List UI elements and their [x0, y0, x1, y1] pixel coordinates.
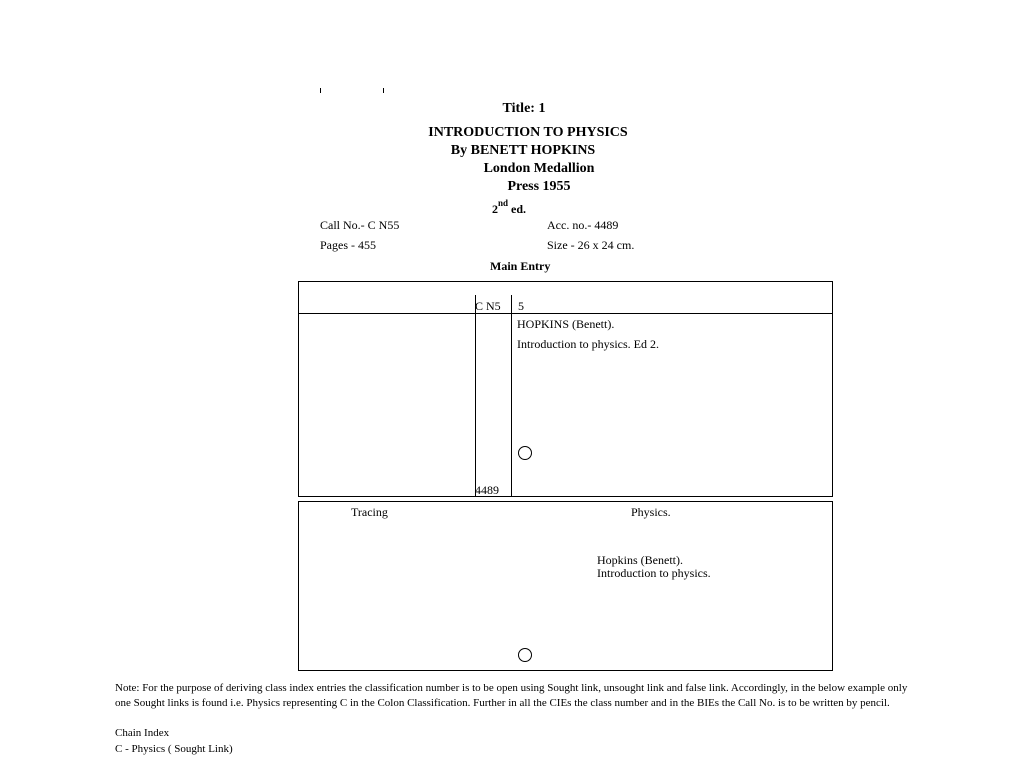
card-header-rule	[299, 313, 832, 314]
tracing-card	[298, 501, 833, 671]
main-heading: HOPKINS (Benett).	[517, 317, 615, 331]
tick-mark	[383, 88, 384, 93]
entry-title: Title: 1	[502, 101, 546, 116]
class-number: C N5	[475, 299, 501, 313]
tick-mark	[320, 88, 321, 93]
card-punch-hole	[518, 446, 532, 460]
book-number: 5	[518, 299, 524, 313]
tracing-heading: Hopkins (Benett).	[597, 553, 683, 567]
card-punch-hole	[518, 648, 532, 662]
book-press-year: Press 1955	[507, 179, 571, 194]
chain-index-title: Chain Index	[115, 727, 170, 739]
page-count: Pages - 455	[320, 238, 376, 252]
card-left-margin-line	[475, 295, 476, 496]
tracing-title-line: Introduction to physics.	[597, 566, 711, 580]
book-size: Size - 26 x 24 cm.	[547, 238, 635, 252]
entry-type-label: Main Entry	[490, 259, 551, 273]
tracing-label: Tracing	[351, 505, 388, 519]
card-accession-number: 4489	[475, 483, 499, 497]
call-number: Call No.- C N55	[320, 218, 400, 232]
book-publisher: London Medallion	[483, 161, 595, 176]
edition-number: 2	[492, 202, 498, 216]
main-entry-card	[298, 281, 833, 497]
note-line-2: one Sought links is found i.e. Physics representing C in the Colon Classification. Further in all the CIEs the class number and in the BIEs the Call No. is to be written by pencil.	[115, 697, 890, 709]
main-title-line: Introduction to physics. Ed 2.	[517, 337, 659, 351]
tracing-subject: Physics.	[631, 505, 671, 519]
note-line-1: Note: For the purpose of deriving class index entries the classification number is to be open using Sought link, unsought link and false link. Accordingly, in the below example only	[115, 682, 908, 694]
card-right-margin-line	[511, 295, 512, 496]
book-author: By BENETT HOPKINS	[450, 143, 596, 158]
chain-index-entry: C - Physics ( Sought Link)	[115, 743, 233, 755]
edition-suffix: ed.	[511, 202, 527, 216]
edition-superscript: nd	[498, 198, 509, 208]
book-edition	[492, 200, 526, 217]
book-title: INTRODUCTION TO PHYSICS	[428, 125, 628, 140]
accession-number: Acc. no.- 4489	[547, 218, 619, 232]
